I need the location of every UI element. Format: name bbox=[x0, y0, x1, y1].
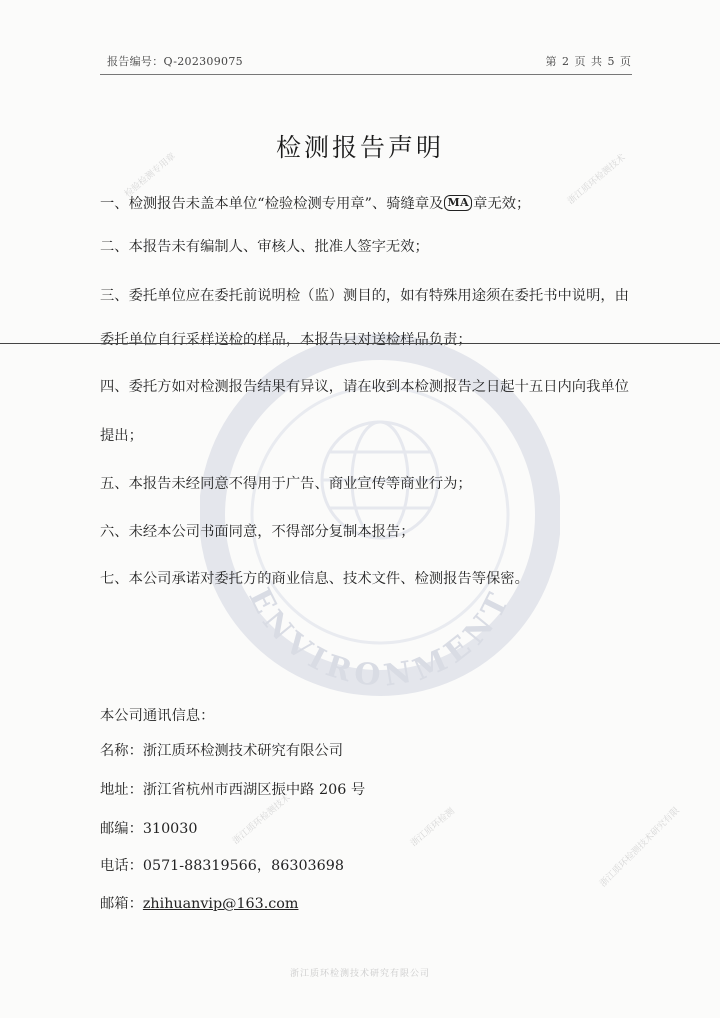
contact-address-value: 浙江省杭州市西湖区振中路 206 号 bbox=[142, 782, 366, 798]
cma-mark-icon: MA bbox=[444, 195, 472, 211]
contact-address bbox=[100, 779, 365, 799]
contact-postcode-value: 310030 bbox=[142, 821, 198, 837]
watermark: 浙江质环检测技术 bbox=[231, 792, 293, 847]
statement-1-text: 一、检测报告未盖本单位“检验检测专用章”、骑缝章及 bbox=[100, 196, 444, 212]
contact-phone-value: 0571-88319566，86303698 bbox=[142, 858, 344, 874]
statement-4-line-2: 提出； bbox=[100, 428, 143, 444]
watermark: 浙江质环检测 bbox=[409, 806, 457, 849]
statement-5: 五、本报告未经同意不得用于广告、商业宣传等商业行为； bbox=[100, 476, 472, 492]
contact-phone-label: 电话： bbox=[100, 858, 143, 874]
statement-3-line-2: 委托单位自行采样送检的样品，本报告只对送检样品负责； bbox=[100, 332, 472, 348]
watermark: 浙江质环检测技术研究有限 bbox=[598, 805, 682, 890]
watermark: 浙江质环检测技术 bbox=[566, 152, 628, 207]
contact-name-value: 浙江质环检测技术研究有限公司 bbox=[142, 743, 344, 759]
footer-stamp: 浙江质环检测技术研究有限公司 bbox=[289, 969, 430, 979]
statement-4-line-1: 四、委托方如对检测报告结果有异议，请在收到本检测报告之日起十五日内向我单位 bbox=[100, 379, 629, 395]
seal-text: ENVIRONMENT bbox=[241, 582, 519, 694]
page-title: 检测报告声明 bbox=[275, 133, 444, 162]
statement-6: 六、未经本公司书面同意，不得部分复制本报告； bbox=[100, 524, 415, 540]
contact-email-label: 邮箱： bbox=[100, 896, 143, 912]
statement-2: 二、本报告未有编制人、审核人、批准人签字无效； bbox=[100, 239, 429, 255]
contact-email bbox=[100, 893, 298, 913]
contact-name-label: 名称： bbox=[100, 743, 143, 759]
contact-phone bbox=[100, 855, 344, 875]
statement-1-text-end: 章无效； bbox=[473, 196, 531, 212]
contact-name bbox=[100, 740, 343, 760]
contact-postcode-label: 邮编： bbox=[100, 821, 143, 837]
statement-3-line-1: 三、委托单位应在委托前说明检（监）测目的，如有特殊用途须在委托书中说明，由 bbox=[100, 288, 629, 304]
contact-email-link[interactable]: zhihuanvip@163.com bbox=[142, 896, 299, 912]
report-number: 报告编号：Q-202309075 bbox=[107, 55, 243, 68]
statement-7: 七、本公司承诺对委托方的商业信息、技术文件、检测报告等保密。 bbox=[100, 571, 529, 587]
contact-postcode bbox=[100, 818, 197, 838]
contact-address-label: 地址： bbox=[100, 782, 143, 798]
statement-1 bbox=[100, 193, 640, 213]
header-divider bbox=[100, 74, 632, 75]
page-indicator: 第 2 页 共 5 页 bbox=[545, 55, 632, 68]
watermark: 检验检测专用章 bbox=[123, 151, 178, 200]
scan-line bbox=[0, 343, 720, 344]
contact-heading: 本公司通讯信息： bbox=[100, 708, 215, 724]
